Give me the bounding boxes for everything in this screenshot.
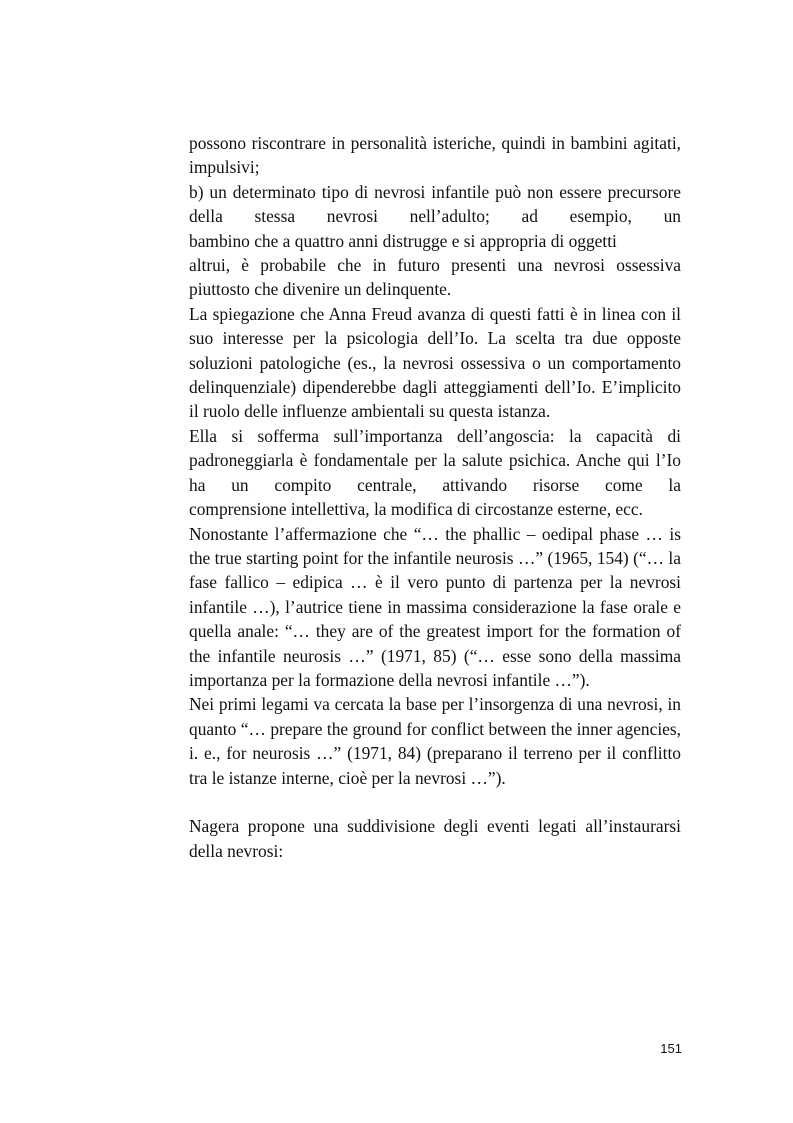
paragraph-spacer bbox=[189, 790, 681, 814]
paragraph-phallic-oedipal-phase: Nonostante l’affermazione che “… the phallic – oedipal phase … is the true starting point for the infantile neurosis …” (1965, 154) (“… la fase fallico – edipica … è il vero punto di partenza per la nevrosi infantile …), l’autrice tiene in massima considerazione la fase orale e quella anale: “… they are of the greatest import for the formation of the infantile neurosis …” (1971, 85) (“… esse sono della massima importanza per la formazione della nevrosi infantile …”). bbox=[189, 523, 681, 690]
paragraph-anna-freud-explanation: La spiegazione che Anna Freud avanza di questi fatti è in linea con il suo interesse per la psicologia dell’Io. La scelta tra due opposte soluzioni patologiche (es., la nevrosi ossessiva o un comportamento delinquenziale) dipenderebbe dagli atteggiamenti dell’Io. E’implicito il ruolo delle influenze ambientali su questa istanza. bbox=[189, 303, 681, 422]
paragraph-point-b-start: b) un determinato tipo di nevrosi infantile può non essere precursore della stessa nevrosi nell’adulto; ad esempio, un bbox=[189, 181, 681, 227]
paragraph-early-bonds: Nei primi legami va cercata la base per l’insorgenza di una nevrosi, in quanto “… prepare the ground for conflict between the inner agencies, i. e., for neurosis …” (1971, 84) (preparano il terreno per il conflitto tra le istanze interne, cioè per la nevrosi …”). bbox=[189, 694, 681, 788]
body-text bbox=[189, 131, 681, 863]
paragraph-hysterical-personalities: possono riscontrare in personalità isteriche, quindi in bambini agitati, impulsivi; bbox=[189, 133, 681, 178]
paragraph-point-b-end: altrui, è probabile che in futuro presenti una nevrosi ossessiva piuttosto che divenire un delinquente. bbox=[189, 255, 681, 300]
paragraph-point-b-short-line: bambino che a quattro anni distrugge e si appropria di oggetti bbox=[189, 230, 617, 251]
paragraph-anxiety-start: Ella si sofferma sull’importanza dell’angoscia: la capacità di padroneggiarla è fondamentale per la salute psichica. Anche qui l’Io ha un compito centrale, attivando risorse come la bbox=[189, 425, 681, 495]
paragraph-nagera: Nagera propone una suddivisione degli eventi legati all’instaurarsi della nevrosi: bbox=[189, 816, 681, 861]
paragraph-anxiety-end: comprensione intellettiva, la modifica di circostanze esterne, ecc. bbox=[189, 499, 643, 520]
page-number: 151 bbox=[660, 1041, 682, 1056]
